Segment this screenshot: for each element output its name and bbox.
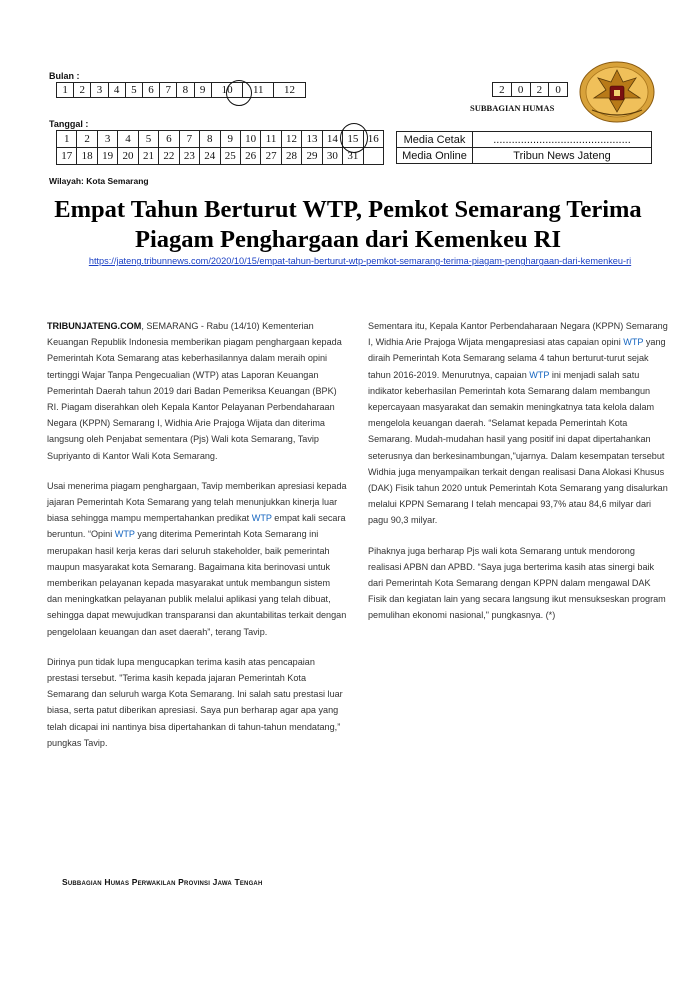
tanggal-cell: 4 <box>118 131 138 148</box>
bulan-grid <box>56 82 306 98</box>
paragraph-text: Usai menerima piagam penghargaan, Tavip memberikan apresiasi kepada jajaran Pemerintah Kota Semarang yang telah menunjukkan kinerja luar biasa sehingga mampu mempertahankan predikat <box>47 480 347 524</box>
tanggal-cell: 14 <box>322 131 342 148</box>
tanggal-label: Tanggal : <box>49 119 89 129</box>
article-left-column <box>47 318 347 765</box>
paragraph-text: yang diterima Pemerintah Kota Semarang ini merupakan hasil kerja keras dari seluruh stakeholder, baik pemerintah maupun masyarakat kota Semarang. Bagaimana kita berinovasi untuk memberikan pelayanan kepada masyarakat untuk membangun sistem dan meningkatkan pelayanan publik melalui aplikasi yang telah dibuat, sehingga dapat mewujudkan transparansi dan akuntabilitas terkait dengan pengelolaan keuangan dan aset daerah”, terang Tavip. <box>47 529 347 637</box>
tanggal-cell: 24 <box>200 148 220 165</box>
tanggal-cell: 6 <box>159 131 179 148</box>
bulan-cell: 3 <box>91 83 108 98</box>
tanggal-cell: 21 <box>138 148 158 165</box>
media-cetak-label: Media Cetak <box>397 132 473 148</box>
tanggal-cell: 1 <box>57 131 77 148</box>
paragraph-text: ini menjadi salah satu indikator keberhasilan Pemerintah kota Semarang dalam membangun kepercayaan masyarakat dan semakin meningkatnya tata kelola dalam mengelola keuangan daerah. “Selamat kepada Pemerintah Kota Semarang. Mudah-mudahan hasil yang positif ini dapat dipertahankan seterusnya dan berkesinambungan,"ujarnya. Dalam kesempatan tersebut Widhia juga menyampaikan terkait dengan realisasi Dana Alokasi Khusus (DAK) Fisik tahun 2020 untuk Pemerintah Kota Semarang yang disalurkan melalui KPPN Semarang I telah mencapai 93,7% atau 84,6 milyar dari pagu 90,3 milyar. <box>368 369 668 526</box>
article-paragraph <box>47 654 347 751</box>
tanggal-cell: 29 <box>302 148 322 165</box>
tanggal-circle-marker <box>340 123 368 153</box>
article-paragraph <box>368 318 670 529</box>
bulan-cell: 2 <box>74 83 91 98</box>
tanggal-cell: 11 <box>261 131 281 148</box>
tanggal-cell: 15 <box>343 131 363 148</box>
paragraph-text: , SEMARANG - Rabu (14/10) Kementerian Keuangan Republik Indonesia memberikan piagam penghargaan kepada Pemerintah Kota Semarang atas keberhasilannya dalam meraih opini tertinggi Wajar Tanpa Pengecualian (WTP) atas Laporan Keuangan Pemerintah Daerah tahun 2019 dari Badan Pemeriksa Keuangan (BPK) RI. Piagam diserahkan oleh Kepala Kantor Pelayanan Perbendaharaan Negara (KPPN) Semarang I, Widhia Arie Prajoga Wijata dan diterima langsung oleh Penjabat sementara (Pjs) Wali kota Semarang, Tavip Supriyanto di Kantor Wali Kota Semarang. <box>47 321 342 461</box>
bulan-cell: 4 <box>108 83 125 98</box>
tanggal-cell: 28 <box>281 148 301 165</box>
tanggal-cell: 27 <box>261 148 281 165</box>
article-paragraph <box>47 318 347 464</box>
bulan-cell: 6 <box>142 83 159 98</box>
wilayah-label: Wilayah: Kota Semarang <box>49 176 149 186</box>
bulan-cell: 1 <box>57 83 74 98</box>
wtp-highlight: WTP <box>623 337 644 348</box>
bulan-label: Bulan : <box>49 71 80 81</box>
wtp-highlight: WTP <box>529 369 550 380</box>
bulan-cell: 11 <box>243 83 274 98</box>
tanggal-cell: 12 <box>281 131 301 148</box>
wtp-highlight: WTP <box>114 529 135 540</box>
paragraph-text: Sementara itu, Kepala Kantor Perbendaharaan Negara (KPPN) Semarang I, Widhia Arie Prajoga Wijata mengapresiasi atas capaian opini <box>368 321 668 348</box>
tanggal-cell-empty <box>363 148 383 165</box>
media-online-value: Tribun News Jateng <box>473 148 652 164</box>
tanggal-cell: 13 <box>302 131 322 148</box>
tanggal-cell: 26 <box>240 148 260 165</box>
subbagian-label: SUBBAGIAN HUMAS <box>470 103 555 113</box>
tanggal-cell: 10 <box>240 131 260 148</box>
tanggal-cell: 23 <box>179 148 199 165</box>
tanggal-cell: 7 <box>179 131 199 148</box>
bulan-cell: 7 <box>160 83 177 98</box>
article-paragraph <box>368 543 670 624</box>
wtp-highlight: WTP <box>251 513 272 524</box>
paragraph-text: empat kali secara beruntun. “Opini <box>47 513 346 540</box>
paragraph-text: yang diraih Pemerintah Kota Semarang selama 4 tahun berturut-turut sejak tahun 2016-2019. Menurutnya, capaian <box>368 337 666 380</box>
bulan-circle-marker <box>226 80 252 106</box>
tanggal-cell: 20 <box>118 148 138 165</box>
article-paragraph <box>47 478 347 640</box>
tanggal-cell: 5 <box>138 131 158 148</box>
tanggal-cell: 30 <box>322 148 342 165</box>
tanggal-cell: 9 <box>220 131 240 148</box>
bulan-cell: 8 <box>177 83 194 98</box>
source-brand: TRIBUNJATENG.COM <box>47 321 142 331</box>
paragraph-text: Pihaknya juga berharap Pjs wali kota Semarang untuk mendorong realisasi APBN dan APBD. “Saya juga berterima kasih atas sinergi baik dari Pemerintah Kota Semarang dengan KPPN dalam mengawal DAK Fisik dan kegiatan lain yang secara langsung ikut mensukseskan program pemulihan ekonomi nasional," pungkasnya. (*) <box>368 545 666 621</box>
tanggal-cell: 8 <box>200 131 220 148</box>
tanggal-cell: 16 <box>363 131 383 148</box>
year-grid <box>492 82 568 97</box>
tanggal-grid <box>56 130 384 165</box>
tanggal-cell: 22 <box>159 148 179 165</box>
bulan-cell: 5 <box>125 83 142 98</box>
paragraph-text: Dirinya pun tidak lupa mengucapkan terima kasih atas pencapaian prestasi tersebut. "Terima kasih kepada jajaran Pemerintah Kota Semarang dan seluruh warga Kota Semarang. Ini salah satu prestasi luar biasa, serta patut diberikan apresiasi. Saya pun berharap agar apa yang telah dicapai ini nantinya bisa dipertahankan di tahun-tahun mendatang,” pungkas Tavip. <box>47 656 343 748</box>
year-cell: 2 <box>530 83 549 97</box>
tanggal-cell: 31 <box>343 148 363 165</box>
media-cetak-value: ............................................. <box>473 132 652 148</box>
year-cell: 0 <box>549 83 568 97</box>
tanggal-cell: 25 <box>220 148 240 165</box>
article-url-link[interactable]: https://jateng.tribunnews.com/2020/10/15/empat-tahun-berturut-wtp-pemkot-semarang-terima-piagam-penghargaan-dari-kemenkeu-ri <box>88 256 632 266</box>
garuda-emblem-icon <box>578 60 656 124</box>
bulan-cell: 12 <box>274 83 306 98</box>
bulan-cell: 9 <box>194 83 211 98</box>
tanggal-cell: 18 <box>77 148 97 165</box>
year-cell: 2 <box>493 83 512 97</box>
tanggal-cell: 2 <box>77 131 97 148</box>
media-online-label: Media Online <box>397 148 473 164</box>
bulan-cell: 10 <box>211 83 243 98</box>
media-table <box>396 131 652 164</box>
tanggal-cell: 3 <box>97 131 117 148</box>
footer-label: Subbagian Humas Perwakilan Provinsi Jawa Tengah <box>62 877 263 887</box>
year-cell: 0 <box>511 83 530 97</box>
tanggal-cell: 19 <box>97 148 117 165</box>
tanggal-cell: 17 <box>57 148 77 165</box>
article-title: Empat Tahun Berturut WTP, Pemkot Semarang Terima Piagam Penghargaan dari Kemenkeu RI <box>54 196 642 253</box>
article-right-column <box>368 318 670 638</box>
